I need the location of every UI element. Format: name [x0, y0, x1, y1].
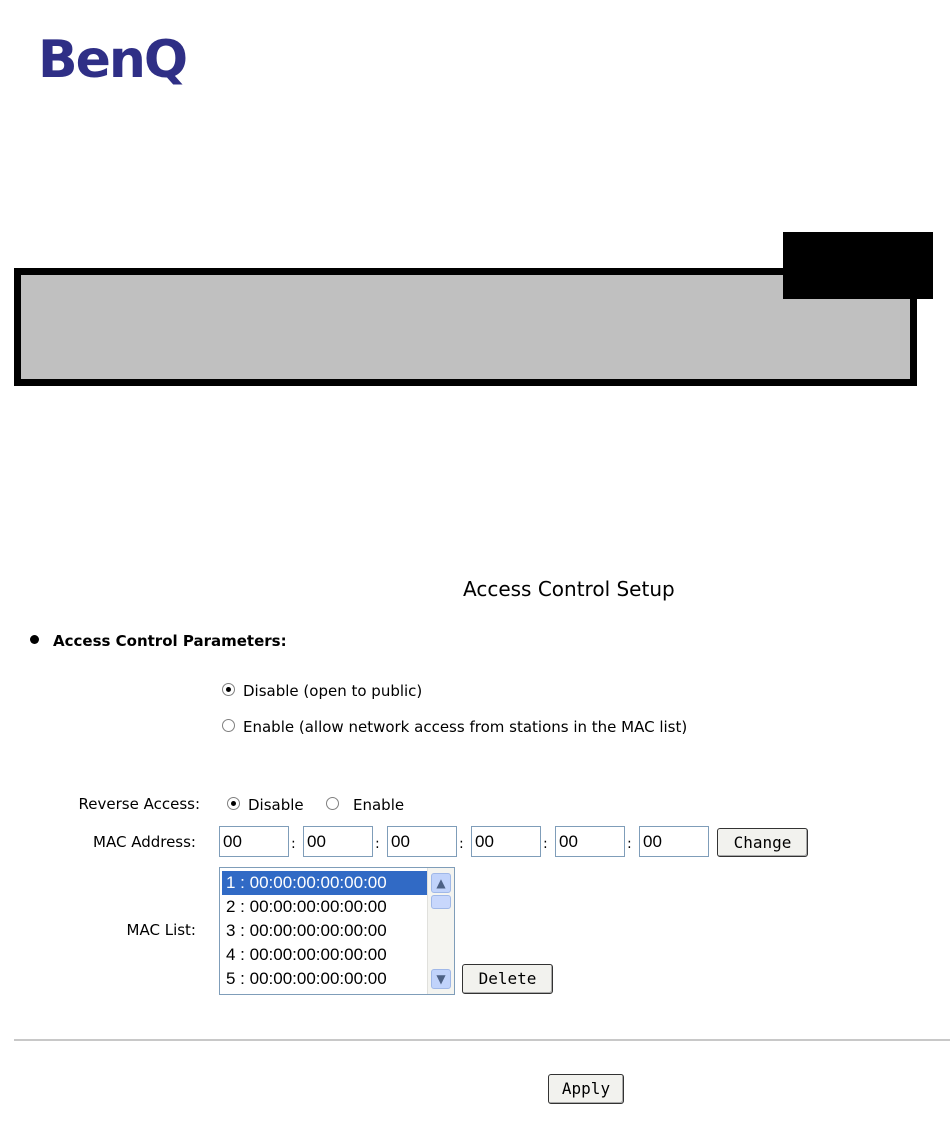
mac-list-item[interactable]: 3 : 00:00:00:00:00:00	[226, 921, 387, 940]
mac-octet-6-input[interactable]: 00	[639, 826, 709, 857]
reverse-enable-radio[interactable]	[326, 797, 339, 810]
section-heading	[30, 630, 287, 652]
access-disable-label: Disable (open to public)	[243, 682, 423, 700]
mac-separator: :	[375, 836, 380, 852]
reverse-access-label: Reverse Access:	[78, 795, 200, 813]
chevron-down-icon[interactable]: ▼	[431, 969, 451, 989]
section-heading-text: Access Control Parameters:	[53, 632, 287, 650]
mac-list-item[interactable]: 1 : 00:00:00:00:00:00	[222, 871, 427, 895]
mac-address-label: MAC Address:	[93, 833, 196, 851]
mac-list-label: MAC List:	[126, 921, 196, 939]
mac-separator: :	[627, 836, 632, 852]
apply-button[interactable]: Apply	[548, 1074, 624, 1104]
mac-separator: :	[459, 836, 464, 852]
access-disable-radio[interactable]	[222, 683, 235, 696]
chevron-up-icon[interactable]: ▲	[431, 873, 451, 893]
access-enable-radio[interactable]	[222, 719, 235, 732]
benq-logo: BenQ	[38, 30, 187, 90]
mac-octet-3-input[interactable]: 00	[387, 826, 457, 857]
change-button[interactable]: Change	[717, 828, 808, 857]
mac-list-item[interactable]: 4 : 00:00:00:00:00:00	[226, 945, 387, 964]
reverse-disable-option[interactable]	[227, 794, 304, 816]
mac-octet-5-input[interactable]: 00	[555, 826, 625, 857]
access-enable-label: Enable (allow network access from stations in the MAC list)	[243, 718, 688, 736]
reverse-disable-radio[interactable]	[227, 797, 240, 810]
scrollbar-thumb[interactable]	[431, 895, 451, 909]
reverse-disable-label: Disable	[248, 796, 304, 814]
mac-separator: :	[543, 836, 548, 852]
reverse-enable-label: Enable	[353, 796, 405, 814]
access-disable-option[interactable]	[222, 680, 422, 702]
mac-separator: :	[291, 836, 296, 852]
divider	[14, 1039, 950, 1041]
mac-octet-4-input[interactable]: 00	[471, 826, 541, 857]
header-black-tab	[783, 232, 933, 299]
mac-list-scrollbar[interactable]	[427, 868, 454, 994]
delete-button[interactable]: Delete	[462, 964, 553, 994]
reverse-enable-option[interactable]	[326, 794, 404, 816]
access-enable-option[interactable]	[222, 716, 687, 738]
bullet-icon	[30, 635, 39, 644]
mac-list-item[interactable]: 2 : 00:00:00:00:00:00	[226, 897, 387, 916]
header-banner	[14, 268, 917, 386]
mac-octet-2-input[interactable]: 00	[303, 826, 373, 857]
mac-list-item[interactable]: 5 : 00:00:00:00:00:00	[226, 969, 387, 988]
mac-octet-1-input[interactable]: 00	[219, 826, 289, 857]
mac-list[interactable]	[219, 867, 455, 995]
page-title: Access Control Setup	[463, 577, 675, 601]
